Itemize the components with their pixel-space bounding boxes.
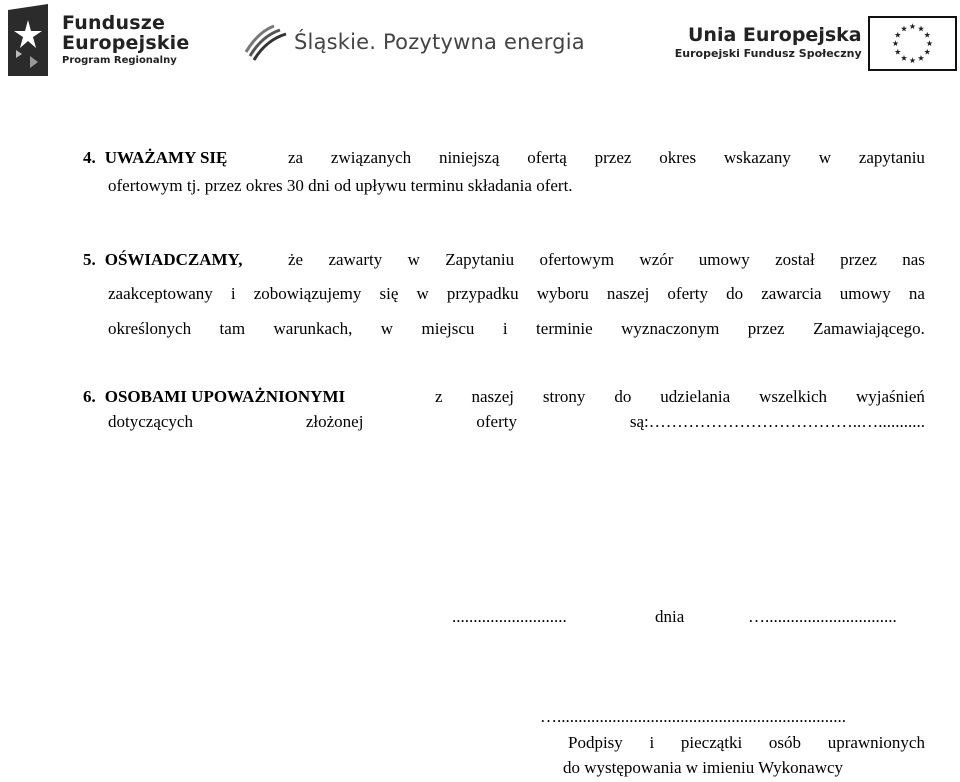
word: są:………………………………..…........... <box>629 412 925 431</box>
fe-star-icon <box>8 4 48 76</box>
item-5-number: 5. <box>83 250 96 269</box>
word: przez <box>840 250 877 269</box>
fundusze-europejskie-logo <box>8 4 189 76</box>
word: naszej <box>471 387 514 406</box>
item-4-number: 4. <box>83 148 96 167</box>
word: zawarty <box>328 250 383 269</box>
item-6 <box>83 387 925 431</box>
word: do <box>726 284 744 303</box>
item-6-lead: OSOBAMI UPOWAŻNIONYMI <box>104 387 346 406</box>
item-5-line1 <box>288 250 925 270</box>
word: zobowiązujemy <box>253 284 362 303</box>
word: złożonej <box>305 412 364 431</box>
word: określonych <box>108 319 192 338</box>
word: za <box>288 148 304 167</box>
eu-star-icon <box>892 40 898 46</box>
word: został <box>775 250 815 269</box>
slaskie-logo <box>244 22 585 62</box>
signature-dnia: dnia <box>655 607 685 626</box>
signature-caption-1 <box>568 733 925 753</box>
eu-star-icon <box>895 49 901 55</box>
word: osób <box>768 733 802 752</box>
item-5 <box>83 250 925 338</box>
word: wskazany <box>723 148 791 167</box>
item-5-lead: OŚWIADCZAMY, <box>104 250 243 269</box>
word: strony <box>542 387 586 406</box>
word: w <box>416 284 429 303</box>
document-header <box>0 0 960 80</box>
signature-date: …............................... <box>748 607 897 626</box>
ue-subtitle: Europejski Fundusz Społeczny <box>674 47 862 60</box>
eu-flag <box>868 16 957 71</box>
word: wszelkich <box>759 387 828 406</box>
word: w <box>407 250 420 269</box>
word: Podpisy <box>568 733 623 752</box>
word: umowy <box>839 284 891 303</box>
word: i <box>230 284 236 303</box>
slaskie-text: Śląskie. Pozytywna energia <box>294 30 585 54</box>
word: przez <box>747 319 785 338</box>
word: pieczątki <box>680 733 743 752</box>
fe-subtitle: Program Regionalny <box>62 55 177 66</box>
item-6-line1 <box>435 387 925 407</box>
signature-line: ….................................................................... <box>540 707 846 726</box>
eu-stars-icon <box>870 18 955 69</box>
word: przez <box>594 148 632 167</box>
word: wyjaśnień <box>856 387 925 406</box>
eu-star-icon <box>901 55 907 61</box>
word: na <box>908 284 925 303</box>
word: się <box>379 284 399 303</box>
eu-star-icon <box>909 57 915 63</box>
slaskie-wave-icon <box>244 22 288 62</box>
signature-place: ........................... <box>452 607 567 626</box>
eu-star-icon <box>926 40 932 46</box>
signature-caption-2: do występowania w imieniu Wykonawcy <box>563 758 844 777</box>
word: uprawnionych <box>827 733 925 752</box>
item-4-lead: UWAŻAMY SIĘ <box>104 148 228 167</box>
fe-title-line2: Europejskie <box>62 32 190 54</box>
fe-title-line1: Fundusze <box>62 12 166 34</box>
eu-star-icon <box>924 32 930 38</box>
word: że <box>288 250 304 269</box>
word: okres <box>659 148 697 167</box>
word: z <box>435 387 443 406</box>
word: wzór <box>639 250 674 269</box>
word: Zapytaniu <box>445 250 515 269</box>
word: w <box>818 148 832 167</box>
word: i <box>502 319 508 338</box>
item-6-line2 <box>108 412 925 432</box>
word: wyboru <box>536 284 589 303</box>
word: zaakceptowany <box>108 284 213 303</box>
item-4-line1 <box>288 148 925 168</box>
eu-star-icon <box>909 23 915 29</box>
word: oferty <box>667 284 708 303</box>
item-6-number: 6. <box>83 387 96 406</box>
word: naszej <box>606 284 650 303</box>
word: przypadku <box>446 284 519 303</box>
eu-star-icon <box>901 26 907 32</box>
word: warunkach, <box>273 319 353 338</box>
item-5-line3 <box>108 319 925 339</box>
word: do <box>614 387 632 406</box>
item-4-line2: ofertowym tj. przez okres 30 dni od upływu terminu składania ofert. <box>108 176 573 195</box>
item-4 <box>83 148 925 195</box>
eu-star-icon <box>918 55 924 61</box>
word: ofertą <box>527 148 567 167</box>
word: tam <box>219 319 246 338</box>
word: zapytaniu <box>858 148 925 167</box>
word: terminie <box>536 319 593 338</box>
word: w <box>380 319 394 338</box>
unia-europejska-logo <box>658 24 862 62</box>
word: zawarcia <box>761 284 822 303</box>
word: oferty <box>476 412 517 431</box>
word: niniejszą <box>438 148 500 167</box>
item-5-line2 <box>108 284 925 304</box>
word: miejscu <box>421 319 475 338</box>
word: i <box>649 733 655 752</box>
word: związanych <box>330 148 412 167</box>
eu-star-icon <box>924 49 930 55</box>
ue-title: Unia Europejska <box>688 24 862 46</box>
word: Zamawiającego. <box>813 319 925 338</box>
word: udzielania <box>660 387 731 406</box>
word: ofertowym <box>539 250 615 269</box>
word: umowy <box>698 250 750 269</box>
word: nas <box>902 250 925 269</box>
eu-star-icon <box>895 32 901 38</box>
eu-star-icon <box>918 26 924 32</box>
word: dotyczących <box>108 412 193 431</box>
word: wyznaczonym <box>621 319 720 338</box>
